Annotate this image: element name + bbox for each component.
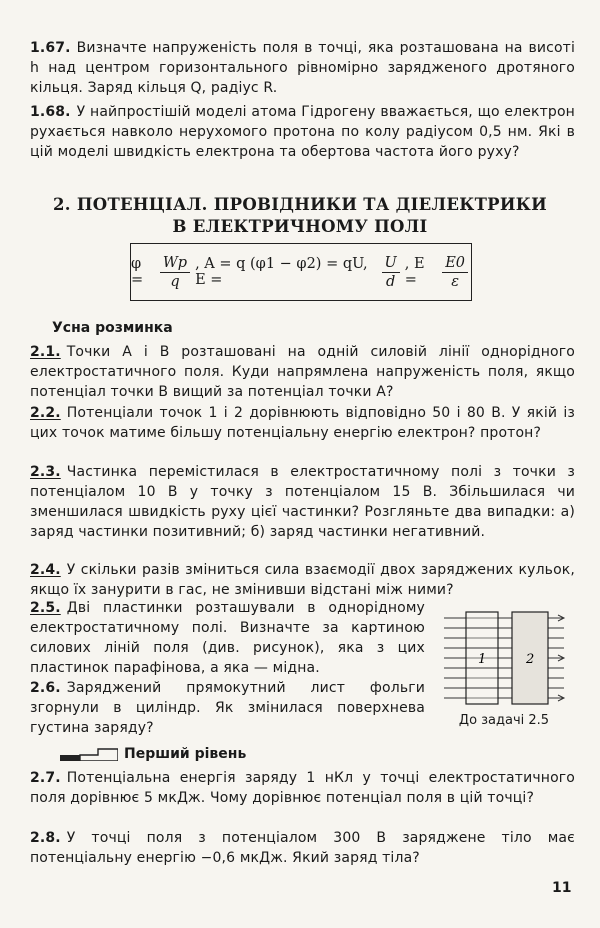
formula-comma: , E = (404, 256, 425, 288)
problem-text: Потенціальна енергія заряду 1 нКл у точці електростатичного поля дорівнює 5 мкДж. Чому дорівнює потенціал поля в цій точці? (30, 770, 575, 806)
section-heading-line2: В ЕЛЕКТРИЧНОМУ ПОЛІ (172, 217, 428, 236)
problem-number: 2.2. (30, 405, 61, 421)
problem-1-68 (30, 102, 575, 162)
formula-fraction-potential (160, 254, 190, 291)
problem-1-67 (30, 38, 575, 98)
problem-text: У найпростішій моделі атома Гідрогену вважається, що електрон рухається навколо нерухомого протона по колу радіусом 0,5 нм. Які в цій моделі швидкість електрона та обертова частота його руху? (30, 104, 575, 160)
problem-text: У точці поля з потенціалом 300 В заряджене тіло має потенціальну енергію −0,6 мкДж. Який заряд тіла? (30, 830, 575, 866)
problem-text: У скільки разів зміниться сила взаємодії двох заряджених кульок, якщо їх занурити в гас, не змінивши відстані між ними? (30, 562, 575, 598)
problem-text: Дві пластинки розташували в однорідному електростатичному полі. Визначте за картиною силових ліній поля (див. рисунок), яка з цих пластинок парафінова, а яка — мідна. (30, 600, 425, 676)
problem-2-3 (30, 462, 575, 542)
problem-number: 2.4. (30, 562, 61, 578)
formula-numerator: U (382, 254, 400, 273)
formula-denominator: ε (451, 273, 459, 290)
problem-text: Частинка перемістилася в електростатичному полі з точки з потенціалом 10 В у точку з потенціалом 15 В. Збільшилася чи зменшилася швидкість руху цієї частинки? Розгляньте два випадки: а) заряд частинки позитивний; б) заряд частинки негативний. (30, 464, 575, 540)
problem-text: Визначте напруженість поля в точці, яка розташована на висоті h над центром горизонтального рівномірно зарядженого дротяного кільця. Заряд кільця Q, радіус R. (30, 40, 575, 96)
problem-number: 2.6. (30, 680, 61, 696)
problem-2-1 (30, 342, 575, 402)
problem-text: Потенціали точок 1 і 2 дорівнюють відповідно 50 і 80 В. У якій із цих точок матиме більшу потенціальну енергію електрон? протон? (30, 405, 575, 441)
stairs-icon (60, 747, 118, 761)
problem-2-6 (30, 678, 425, 738)
problem-number: 1.68. (30, 104, 71, 120)
formula-denominator: d (385, 273, 396, 290)
problem-2-4 (30, 560, 575, 600)
problem-number: 2.1. (30, 344, 61, 360)
formula-numerator: Wp (160, 254, 190, 273)
formula-numerator: E0 (442, 254, 468, 273)
problem-2-5 (30, 598, 425, 678)
figure-caption: До задачі 2.5 (458, 713, 550, 728)
plate-1-label: 1 (478, 652, 487, 667)
problem-2-2 (30, 403, 575, 443)
problem-2-7 (30, 768, 575, 808)
plate-2-label: 2 (526, 652, 535, 667)
problem-number: 2.8. (30, 830, 61, 846)
formula-fraction-field (382, 254, 400, 291)
formula-work: , A = q (φ1 − φ2) = qU, E = (195, 256, 368, 288)
field-lines-figure (440, 606, 568, 710)
page-number: 11 (552, 880, 572, 896)
problem-text: Точки A і B розташовані на одній силовій лінії однорідного електростатичного поля. Куди напрямлена напруженість поля, якщо потенціал точки B вищий за потенціал точки A? (30, 344, 575, 400)
problem-number: 2.7. (30, 770, 61, 786)
section-heading-line1: 2. ПОТЕНЦІАЛ. ПРОВІДНИКИ ТА ДІЕЛЕКТРИКИ (53, 195, 547, 214)
level-heading (60, 744, 246, 764)
problem-number: 2.3. (30, 464, 61, 480)
problem-text: Заряджений прямокутний лист фольги згорнули в циліндр. Як змінилася поверхнева густина заряду? (30, 680, 425, 736)
formula-phi: φ = (131, 256, 144, 288)
problem-number: 1.67. (30, 40, 71, 56)
warmup-title: Усна розминка (52, 320, 173, 336)
formula-fraction-dielectric (442, 254, 468, 291)
formula-box (130, 243, 472, 301)
level-title: Перший рівень (124, 746, 247, 762)
formula-denominator: q (170, 273, 180, 290)
problem-2-8 (30, 828, 575, 868)
problem-number: 2.5. (30, 600, 61, 616)
